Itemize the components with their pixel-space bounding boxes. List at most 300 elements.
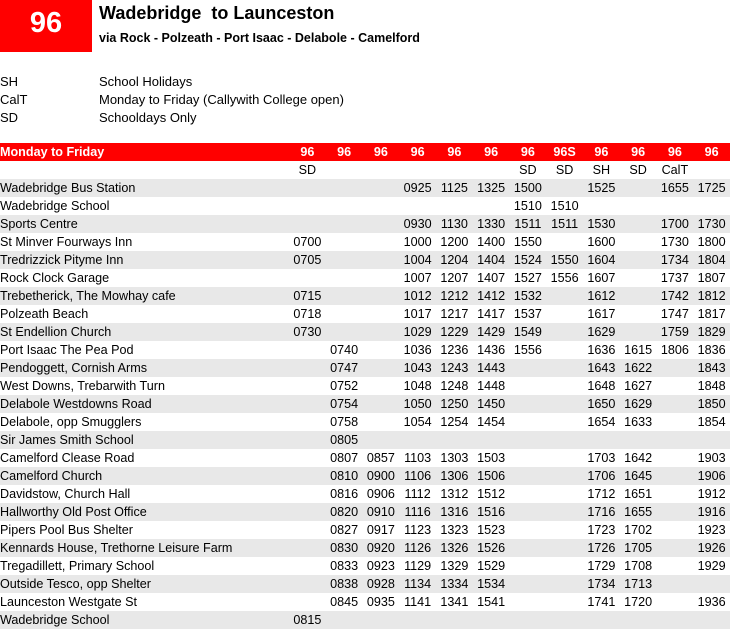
- table-row: [0, 287, 730, 305]
- departure-time: 1525: [583, 179, 620, 197]
- departure-time: [546, 413, 583, 431]
- legend-code: SD: [0, 110, 19, 125]
- service-note: CalT: [661, 163, 689, 177]
- legend-item: [0, 91, 400, 109]
- departure-time: 0758: [330, 415, 359, 429]
- departure-time: [583, 431, 620, 449]
- departure-time: 0827: [330, 523, 359, 537]
- departure-time: 1916: [693, 503, 730, 521]
- departure-time: 1048: [403, 379, 432, 393]
- departure-time: [657, 503, 694, 521]
- departure-time: [620, 323, 657, 341]
- departure-time: [436, 611, 473, 629]
- departure-time: 1612: [583, 287, 620, 305]
- departure-time: [620, 179, 657, 197]
- departure-time: 1530: [583, 215, 620, 233]
- table-row: [0, 521, 730, 539]
- notes-spacer: [0, 161, 289, 179]
- table-row: [0, 449, 730, 467]
- service-note: [436, 161, 473, 179]
- service-number: 96: [436, 143, 473, 161]
- departure-time: 1817: [697, 307, 726, 321]
- departure-time: [363, 341, 400, 359]
- departure-time: 0830: [326, 539, 363, 557]
- departure-time: [546, 431, 583, 449]
- legend-description: School Holidays: [99, 74, 193, 89]
- departure-time: 1511: [510, 215, 547, 233]
- day-label: Monday to Friday: [0, 143, 289, 161]
- service-number: 96: [693, 143, 730, 161]
- service-note: [399, 161, 436, 179]
- departure-time: [620, 233, 657, 251]
- departure-time: 1029: [399, 323, 436, 341]
- departure-time: [363, 431, 400, 449]
- departure-time: 1316: [436, 503, 473, 521]
- departure-time: [620, 305, 657, 323]
- departure-time: 1217: [440, 307, 469, 321]
- departure-time: 1655: [620, 503, 657, 521]
- stop-name: Rock Clock Garage: [0, 271, 110, 285]
- departure-time: [546, 539, 583, 557]
- service-number: 96: [363, 143, 400, 161]
- departure-time: 0935: [366, 595, 395, 609]
- service-note: SH: [592, 163, 611, 177]
- departure-time: 1212: [436, 287, 473, 305]
- departure-time: [289, 215, 326, 233]
- departure-time: [363, 269, 400, 287]
- departure-time: 0754: [326, 395, 363, 413]
- service-note: SD: [519, 163, 537, 177]
- stop-name: Port Isaac The Pea Pod: [0, 343, 134, 357]
- departure-time: [620, 215, 657, 233]
- departure-time: 1923: [697, 523, 726, 537]
- departure-time: 1912: [697, 487, 726, 501]
- departure-time: 1524: [510, 251, 547, 269]
- table-row: [0, 197, 730, 215]
- departure-time: 1248: [440, 379, 469, 393]
- departure-time: 0910: [363, 503, 400, 521]
- departure-time: [510, 467, 547, 485]
- departure-time: 0917: [366, 523, 395, 537]
- departure-time: [289, 449, 326, 467]
- departure-time: 1607: [587, 271, 616, 285]
- service-number: 96: [657, 143, 694, 161]
- departure-time: 1615: [624, 343, 653, 357]
- departure-time: [620, 431, 657, 449]
- page-subtitle: via Rock - Polzeath - Port Isaac - Delabole - Camelford: [99, 31, 420, 45]
- departure-time: [620, 287, 657, 305]
- page-title: Wadebridge to Launceston: [99, 3, 335, 23]
- departure-time: 1330: [473, 215, 510, 233]
- departure-time: 1312: [440, 487, 469, 501]
- departure-time: 1503: [477, 451, 506, 465]
- departure-time: 1303: [440, 451, 469, 465]
- table-row: [0, 179, 730, 197]
- departure-time: [510, 503, 547, 521]
- service-note: [326, 161, 363, 179]
- stop-name: Tredrizzick Pityme Inn: [0, 251, 289, 269]
- departure-time: [289, 467, 326, 485]
- departure-time: 1929: [697, 559, 726, 573]
- service-number: 96: [473, 143, 510, 161]
- route-number-box: [0, 0, 92, 52]
- departure-time: [510, 359, 547, 377]
- departure-time: 1850: [693, 395, 730, 413]
- departure-time: 1454: [477, 415, 506, 429]
- departure-time: [583, 197, 620, 215]
- departure-time: [510, 539, 547, 557]
- table-row: [0, 323, 730, 341]
- departure-time: [657, 197, 694, 215]
- departure-time: 1529: [477, 559, 506, 573]
- departure-time: 1236: [440, 343, 469, 357]
- departure-time: [510, 395, 547, 413]
- table-row: [0, 557, 730, 575]
- departure-time: [693, 197, 730, 215]
- departure-time: [289, 377, 326, 395]
- table-row: [0, 377, 730, 395]
- service-note: SD: [555, 163, 574, 177]
- departure-time: [510, 449, 547, 467]
- departure-time: [546, 233, 583, 251]
- departure-time: 0833: [330, 559, 359, 573]
- departure-time: [620, 251, 657, 269]
- table-row: [0, 539, 730, 557]
- departure-time: 1443: [473, 359, 510, 377]
- departure-time: [363, 251, 400, 269]
- departure-time: [693, 611, 730, 629]
- departure-time: 1103: [404, 451, 432, 465]
- departure-time: 1004: [399, 251, 436, 269]
- departure-time: 1556: [513, 343, 542, 357]
- departure-time: 1532: [510, 287, 547, 305]
- departure-time: 0838: [326, 575, 363, 593]
- departure-time: 1341: [440, 595, 469, 609]
- departure-time: [289, 179, 326, 197]
- departure-time: [510, 377, 547, 395]
- departure-time: [289, 539, 326, 557]
- departure-time: [510, 557, 547, 575]
- departure-time: 1200: [440, 235, 469, 249]
- departure-time: 1229: [436, 323, 473, 341]
- legend-code: SH: [0, 74, 19, 89]
- departure-time: [657, 485, 694, 503]
- departure-time: 1412: [473, 287, 510, 305]
- departure-time: 0923: [366, 559, 395, 573]
- departure-time: 1800: [697, 235, 726, 249]
- departure-time: 1617: [587, 307, 616, 321]
- departure-time: 0740: [330, 343, 359, 357]
- departure-time: [473, 431, 510, 449]
- departure-time: [326, 287, 363, 305]
- table-row: [0, 503, 730, 521]
- departure-time: [546, 359, 583, 377]
- stop-name: Launceston Westgate St: [0, 595, 137, 609]
- departure-time: 1012: [399, 287, 436, 305]
- departure-time: 1655: [657, 179, 694, 197]
- departure-time: 1510: [550, 199, 579, 213]
- departure-time: 1334: [436, 575, 473, 593]
- departure-time: 1523: [477, 523, 506, 537]
- departure-time: [546, 323, 583, 341]
- departure-time: [657, 521, 694, 539]
- departure-time: 1643: [583, 359, 620, 377]
- departure-time: [363, 377, 400, 395]
- table-row: [0, 593, 730, 611]
- departure-time: [326, 251, 363, 269]
- departure-time: [657, 611, 694, 629]
- departure-time: 0805: [326, 431, 363, 449]
- departure-time: [399, 611, 436, 629]
- service-note: SD: [298, 163, 317, 177]
- departure-time: [546, 467, 583, 485]
- table-row: [0, 359, 730, 377]
- departure-time: 0705: [289, 251, 326, 269]
- departure-time: 1125: [436, 179, 473, 197]
- departure-time: [657, 359, 694, 377]
- stop-name: Sir James Smith School: [0, 431, 289, 449]
- departure-time: [583, 611, 620, 629]
- departure-time: 1636: [587, 343, 616, 357]
- departure-time: 1723: [587, 523, 616, 537]
- departure-time: 1807: [697, 271, 726, 285]
- departure-time: 1712: [587, 487, 616, 501]
- departure-time: [546, 395, 583, 413]
- departure-time: 1123: [404, 523, 432, 537]
- departure-time: [473, 611, 510, 629]
- timetable-header-row: [0, 143, 730, 161]
- departure-time: [289, 485, 326, 503]
- departure-time: 1705: [620, 539, 657, 557]
- departure-time: 1541: [477, 595, 506, 609]
- stop-name: West Downs, Trebarwith Turn: [0, 379, 165, 393]
- legend-code: CalT: [0, 92, 28, 107]
- departure-time: 1054: [403, 415, 432, 429]
- departure-time: [363, 413, 400, 431]
- table-row: [0, 467, 730, 485]
- departure-time: 1254: [440, 415, 469, 429]
- service-note: [693, 161, 730, 179]
- departure-time: 0900: [363, 467, 400, 485]
- stop-name: Outside Tesco, opp Shelter: [0, 575, 289, 593]
- table-row: [0, 575, 730, 593]
- departure-time: 1549: [510, 323, 547, 341]
- departure-time: 1250: [436, 395, 473, 413]
- departure-time: 1716: [583, 503, 620, 521]
- departure-time: [693, 575, 730, 593]
- departure-time: [546, 521, 583, 539]
- departure-time: 1537: [513, 307, 542, 321]
- departure-time: [363, 323, 400, 341]
- departure-time: 0715: [289, 287, 326, 305]
- departure-time: [657, 593, 694, 611]
- departure-time: 1207: [440, 271, 469, 285]
- departure-time: [657, 539, 694, 557]
- departure-time: 1629: [583, 323, 620, 341]
- departure-time: 1729: [587, 559, 616, 573]
- departure-time: 1645: [620, 467, 657, 485]
- departure-time: [546, 557, 583, 575]
- service-note: [473, 161, 510, 179]
- legend-description: Monday to Friday (Callywith College open): [99, 92, 344, 107]
- departure-time: 1556: [550, 271, 579, 285]
- departure-time: 1713: [620, 575, 657, 593]
- departure-time: [510, 521, 547, 539]
- departure-time: 1526: [473, 539, 510, 557]
- departure-time: 0807: [330, 451, 359, 465]
- stop-name: Wadebridge School: [0, 611, 289, 629]
- departure-time: [289, 431, 326, 449]
- departure-time: [546, 485, 583, 503]
- departure-time: 1627: [624, 379, 653, 393]
- stop-name: Tregadillett, Primary School: [0, 559, 155, 573]
- legend-item: [0, 73, 400, 91]
- departure-time: [326, 197, 363, 215]
- departure-time: 1450: [473, 395, 510, 413]
- departure-time: [326, 179, 363, 197]
- departure-time: 0920: [363, 539, 400, 557]
- stop-name: Wadebridge School: [0, 199, 110, 213]
- departure-time: 1726: [583, 539, 620, 557]
- stop-name: Camelford Church: [0, 467, 289, 485]
- departure-time: 0815: [289, 611, 326, 629]
- service-note: [363, 161, 400, 179]
- departure-time: 1204: [436, 251, 473, 269]
- departure-time: 0925: [399, 179, 436, 197]
- departure-time: 1007: [403, 271, 432, 285]
- departure-time: [657, 377, 694, 395]
- departure-time: [510, 593, 547, 611]
- table-row: [0, 395, 730, 413]
- departure-time: 1017: [403, 307, 432, 321]
- departure-time: [546, 611, 583, 629]
- stop-name: Camelford Clease Road: [0, 451, 135, 465]
- departure-time: [363, 305, 400, 323]
- departure-time: 1654: [587, 415, 616, 429]
- departure-time: 1512: [477, 487, 506, 501]
- departure-time: [289, 413, 326, 431]
- departure-time: [289, 575, 326, 593]
- timetable-body: [0, 143, 730, 629]
- table-row: [0, 305, 730, 323]
- departure-time: 1329: [440, 559, 469, 573]
- departure-time: [546, 179, 583, 197]
- departure-time: [657, 449, 694, 467]
- departure-time: 1116: [399, 503, 436, 521]
- departure-time: 1000: [403, 235, 432, 249]
- table-row: [0, 611, 730, 629]
- departure-time: 1650: [583, 395, 620, 413]
- departure-time: 1126: [399, 539, 436, 557]
- departure-time: 1130: [436, 215, 473, 233]
- table-row: [0, 485, 730, 503]
- service-number: 96S: [546, 143, 583, 161]
- departure-time: 1407: [477, 271, 506, 285]
- departure-time: 1550: [513, 235, 542, 249]
- departure-time: [510, 575, 547, 593]
- departure-time: [399, 431, 436, 449]
- departure-time: [326, 611, 363, 629]
- departure-time: 1604: [583, 251, 620, 269]
- stop-name: St Endellion Church: [0, 323, 289, 341]
- departure-time: 0752: [330, 379, 359, 393]
- route-number: 96: [29, 7, 63, 39]
- departure-time: [510, 413, 547, 431]
- departure-time: [657, 557, 694, 575]
- departure-time: [657, 467, 694, 485]
- departure-time: [289, 557, 326, 575]
- departure-time: [546, 575, 583, 593]
- departure-time: [399, 197, 436, 215]
- departure-time: 1325: [473, 179, 510, 197]
- service-number: 96: [510, 143, 547, 161]
- legend-description: Schooldays Only: [99, 110, 197, 125]
- departure-time: [436, 431, 473, 449]
- departure-time: 1720: [624, 595, 653, 609]
- departure-time: [363, 179, 400, 197]
- table-row: [0, 413, 730, 431]
- departure-time: 1829: [693, 323, 730, 341]
- stop-name: Kennards House, Trethorne Leisure Farm: [0, 539, 289, 557]
- service-number: 96: [399, 143, 436, 161]
- departure-time: 0928: [363, 575, 400, 593]
- departure-time: 1243: [436, 359, 473, 377]
- departure-time: 1806: [660, 343, 689, 357]
- table-row: [0, 431, 730, 449]
- departure-time: 1702: [624, 523, 653, 537]
- departure-time: [510, 485, 547, 503]
- departure-time: 1708: [624, 559, 653, 573]
- legend: [0, 73, 400, 127]
- departure-time: [363, 287, 400, 305]
- departure-time: 1326: [436, 539, 473, 557]
- departure-time: [289, 503, 326, 521]
- departure-time: [363, 395, 400, 413]
- departure-time: 1759: [657, 323, 694, 341]
- departure-time: 1622: [620, 359, 657, 377]
- departure-time: 1141: [404, 595, 432, 609]
- departure-time: 1836: [697, 343, 726, 357]
- departure-time: 1629: [620, 395, 657, 413]
- departure-time: 1848: [697, 379, 726, 393]
- departure-time: 1404: [473, 251, 510, 269]
- departure-time: [363, 215, 400, 233]
- departure-time: 1642: [624, 451, 653, 465]
- departure-time: [546, 377, 583, 395]
- departure-time: [657, 413, 694, 431]
- departure-time: 1516: [473, 503, 510, 521]
- departure-time: [546, 593, 583, 611]
- departure-time: 1854: [697, 415, 726, 429]
- departure-time: 1043: [399, 359, 436, 377]
- departure-time: 1323: [440, 523, 469, 537]
- stop-name: Wadebridge Bus Station: [0, 179, 289, 197]
- departure-time: 1633: [624, 415, 653, 429]
- departure-time: [326, 269, 363, 287]
- departure-time: 0906: [366, 487, 395, 501]
- departure-time: 1926: [693, 539, 730, 557]
- departure-time: [289, 341, 326, 359]
- departure-time: 1703: [587, 451, 616, 465]
- departure-time: [546, 503, 583, 521]
- table-row: [0, 251, 730, 269]
- departure-time: 1700: [657, 215, 694, 233]
- departure-time: 1737: [660, 271, 689, 285]
- departure-time: [693, 431, 730, 449]
- departure-time: 1812: [693, 287, 730, 305]
- departure-time: [657, 431, 694, 449]
- departure-time: 1050: [399, 395, 436, 413]
